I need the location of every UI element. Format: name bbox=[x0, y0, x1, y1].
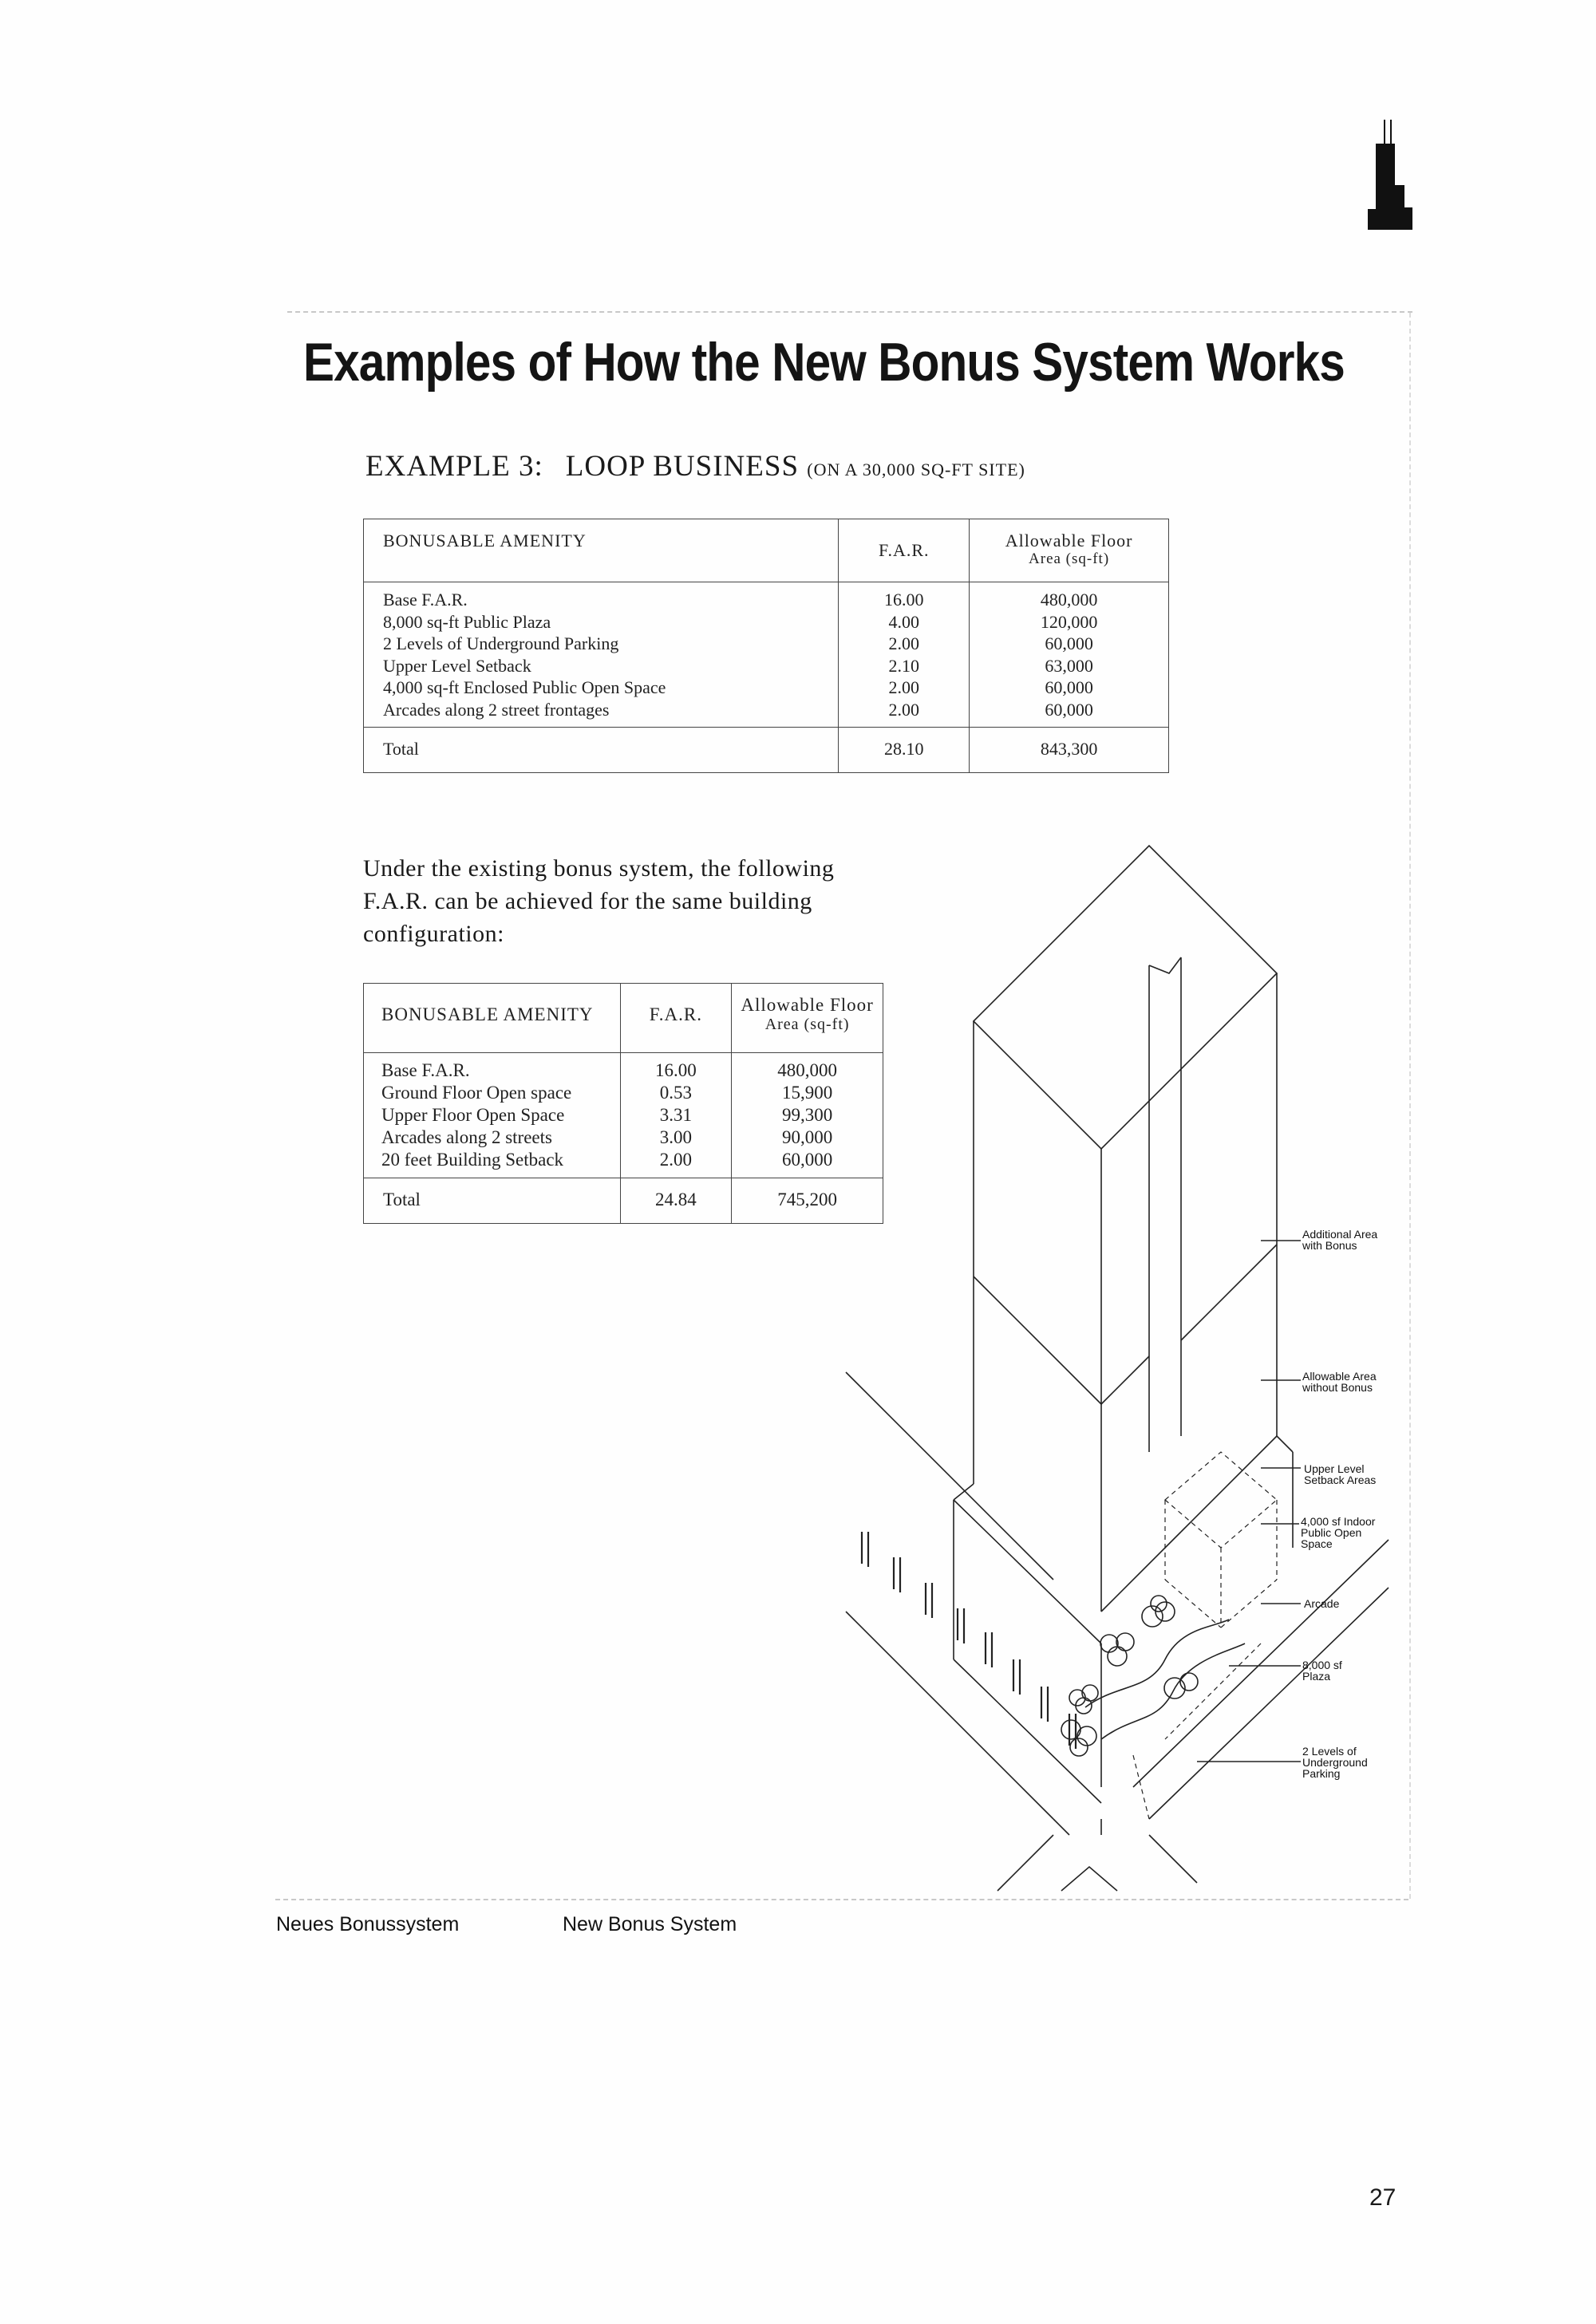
street-lines bbox=[846, 1372, 1389, 1891]
frame-top-line bbox=[287, 311, 1412, 313]
table-cell: 2.00 bbox=[888, 699, 920, 720]
header-area-line2: Area (sq-ft) bbox=[1029, 550, 1110, 568]
bonus-table-existing bbox=[363, 983, 883, 1224]
table-cell: 480,000 bbox=[777, 1060, 837, 1080]
table-row: 4,000 sq-ft Enclosed Public Open Space bbox=[383, 677, 666, 697]
label-arcade: Arcade bbox=[1304, 1597, 1340, 1610]
header-area-line1: Allowable Floor bbox=[1005, 531, 1133, 550]
arcade-columns bbox=[862, 1532, 1076, 1749]
total-far: 24.84 bbox=[620, 1178, 732, 1224]
paragraph-existing-system: Under the existing bonus system, the following F.A.R. can be achieved for the same building configuration: bbox=[363, 855, 835, 947]
annotation-labels bbox=[1197, 1228, 1377, 1780]
building-axonometric-illustration bbox=[814, 830, 1444, 1907]
label-plaza: 8,000 sf Plaza bbox=[1302, 1659, 1342, 1683]
total-label: Total bbox=[364, 728, 839, 773]
header-amenity: BONUSABLE AMENITY bbox=[364, 984, 621, 1053]
table-cell: 2.00 bbox=[659, 1150, 692, 1170]
footer-german: Neues Bonussystem bbox=[276, 1913, 460, 1935]
tower-base bbox=[954, 1436, 1293, 1803]
label-parking: 2 Levels of Underground Parking bbox=[1302, 1745, 1368, 1780]
table-cell: 60,000 bbox=[1045, 677, 1093, 697]
table-row: Upper Level Setback bbox=[383, 655, 531, 676]
plaza-trees bbox=[1061, 1596, 1245, 1756]
table-cell: 120,000 bbox=[1040, 611, 1098, 632]
table-cell: 2.10 bbox=[888, 655, 920, 676]
label-additional-area: Additional Area with Bonus bbox=[1302, 1228, 1378, 1252]
example-name: LOOP BUSINESS bbox=[565, 450, 800, 483]
table-cell: 60,000 bbox=[1045, 699, 1093, 720]
total-label: Total bbox=[364, 1178, 621, 1224]
far-column bbox=[839, 582, 970, 728]
bonus-table-new bbox=[363, 519, 1169, 773]
tower-upper bbox=[974, 846, 1277, 1612]
header-area-line2: Area (sq-ft) bbox=[764, 1016, 850, 1034]
label-allowable-area: Allowable Area without Bonus bbox=[1302, 1370, 1377, 1394]
example-label: EXAMPLE 3: bbox=[365, 450, 543, 483]
table-cell: 0.53 bbox=[659, 1083, 692, 1103]
table-cell: 3.00 bbox=[659, 1127, 692, 1147]
table-cell: 4.00 bbox=[888, 611, 920, 632]
table-row: Ground Floor Open space bbox=[381, 1083, 572, 1103]
example-site: (ON A 30,000 SQ-FT SITE) bbox=[807, 460, 1025, 479]
header-far: F.A.R. bbox=[839, 519, 970, 582]
table-row: 20 feet Building Setback bbox=[381, 1150, 564, 1170]
table-cell: 480,000 bbox=[1040, 590, 1098, 610]
table-cell: 60,000 bbox=[1045, 633, 1093, 653]
table-row: Upper Floor Open Space bbox=[381, 1105, 565, 1125]
header-area bbox=[970, 519, 1169, 582]
table-cell: 99,300 bbox=[782, 1105, 833, 1125]
table-cell: 2.00 bbox=[888, 677, 920, 697]
total-area: 745,200 bbox=[732, 1178, 883, 1224]
header-amenity: BONUSABLE AMENITY bbox=[364, 519, 839, 582]
table-cell: 16.00 bbox=[655, 1060, 697, 1080]
table-cell: 16.00 bbox=[884, 590, 924, 610]
table-cell: 3.31 bbox=[659, 1105, 692, 1125]
table-cell: 60,000 bbox=[782, 1150, 833, 1170]
header-far: F.A.R. bbox=[620, 984, 732, 1053]
table-row: 8,000 sq-ft Public Plaza bbox=[383, 611, 551, 632]
total-far: 28.10 bbox=[839, 728, 970, 773]
table-cell: 2.00 bbox=[888, 633, 920, 653]
table-row: 2 Levels of Underground Parking bbox=[383, 633, 619, 653]
table-row: Base F.A.R. bbox=[381, 1060, 470, 1080]
skyscraper-logo-icon bbox=[1366, 120, 1414, 231]
table-row: Base F.A.R. bbox=[383, 590, 468, 610]
label-setback-areas: Upper Level Setback Areas bbox=[1304, 1462, 1377, 1486]
page-title: Examples of How the New Bonus System Works bbox=[303, 332, 1345, 393]
footer-english: New Bonus System bbox=[563, 1913, 737, 1935]
header-area-line1: Allowable Floor bbox=[741, 995, 874, 1015]
example-heading bbox=[365, 449, 1025, 483]
far-column bbox=[620, 1053, 732, 1178]
table-cell: 90,000 bbox=[782, 1127, 833, 1147]
amenity-column bbox=[364, 582, 839, 728]
page-number: 27 bbox=[1369, 2184, 1396, 2211]
total-area: 843,300 bbox=[970, 728, 1169, 773]
table-row: Arcades along 2 street frontages bbox=[383, 699, 610, 720]
table-row: Arcades along 2 streets bbox=[381, 1127, 552, 1147]
area-column bbox=[970, 582, 1169, 728]
amenity-column bbox=[364, 1053, 621, 1178]
label-indoor-space: 4,000 sf Indoor Public Open Space bbox=[1301, 1515, 1376, 1550]
table-cell: 63,000 bbox=[1045, 655, 1093, 676]
table-cell: 15,900 bbox=[782, 1083, 833, 1103]
